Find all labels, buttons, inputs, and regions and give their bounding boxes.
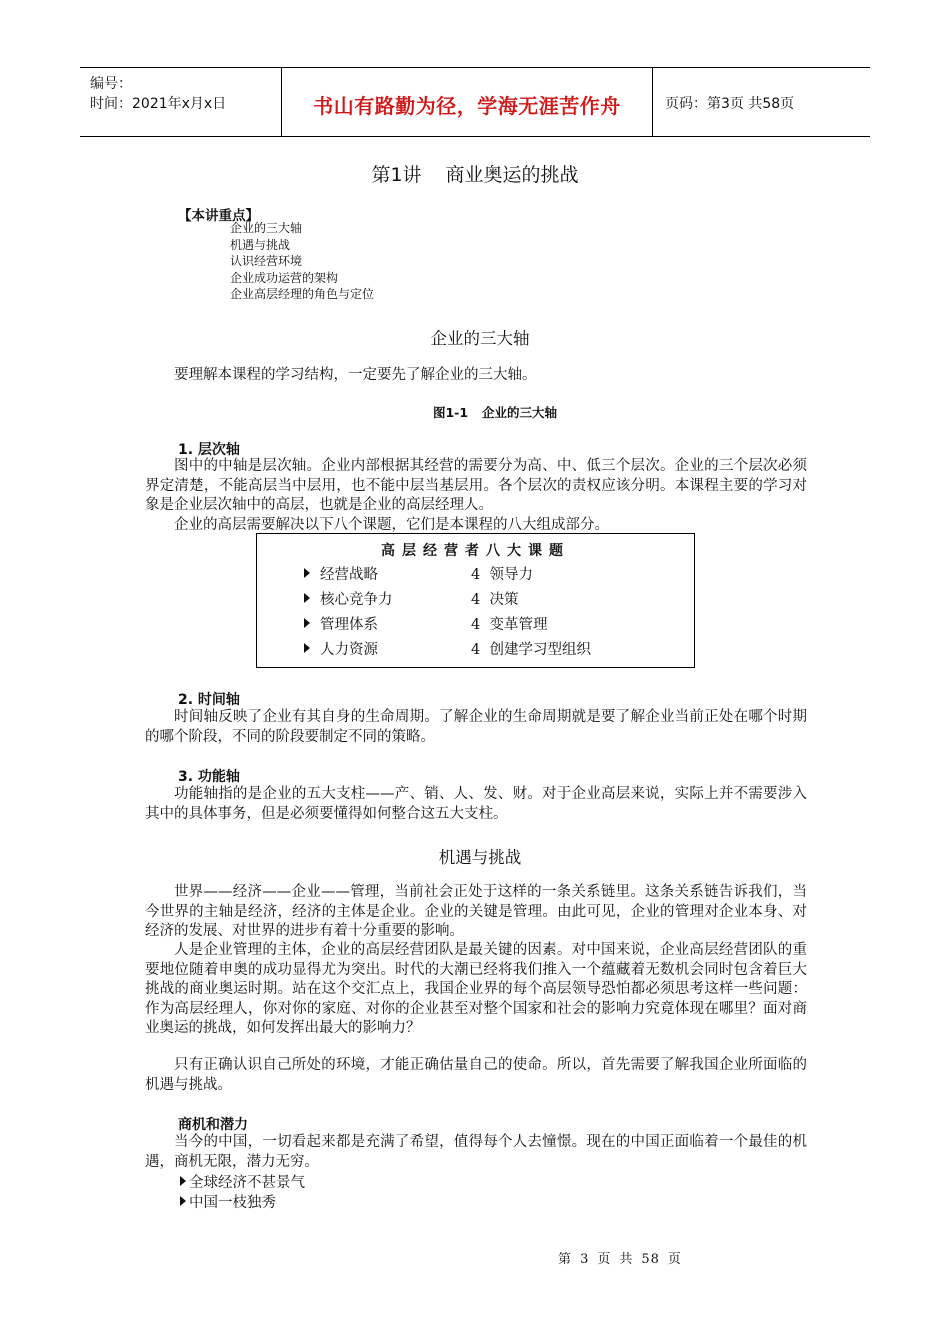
paragraph: 要理解本课程的学习结构，一定要先了解企业的三大轴。 (174, 367, 537, 383)
arrow-bullet-icon (304, 643, 310, 653)
key-points-list (230, 220, 374, 303)
page-header (80, 67, 870, 137)
topic-item: 4 变革管理 (471, 617, 548, 633)
paragraph: 世界——经济——企业——管理，当前社会正处于这样的一条关系链里。这条关系链告诉我们，当今世界的主轴是经济，经济的主体是企业。企业的关键是管理。由此可见，企业的管理对企业本身、对经济的发展、对世界的进步有着十分重要的影响。 (145, 884, 807, 939)
topic-item: 人力资源 (304, 638, 378, 659)
key-point-item: 企业的三大轴 (230, 221, 303, 235)
bullet-item: 全球经济不甚景气 (180, 1171, 305, 1192)
topic-marker: 4 (471, 592, 481, 608)
paragraph: 当今的中国，一切看起来都是充满了希望，值得每个人去憧憬。现在的中国正面临着一个最佳的机遇，商机无限，潜力无穷。 (145, 1134, 807, 1170)
topic-item: 4 创建学习型组织 (471, 642, 591, 658)
topic-marker: 4 (471, 567, 481, 583)
page-footer: 第 3 页 共 58 页 (558, 1252, 682, 1267)
paragraph: 功能轴指的是企业的五大支柱——产、销、人、发、财。对于企业高层来说，实际上并不需要涉入其中的具体事务，但是必须要懂得如何整合这五大支柱。 (145, 786, 807, 822)
paragraph: 企业的高层需要解决以下八个课题，它们是本课程的八大组成部分。 (174, 517, 609, 533)
header-page-info: 页码：第3页 共58页 (665, 96, 795, 112)
paragraph: 只有正确认识自己所处的环境，才能正确估量自己的使命。所以，首先需要了解我国企业所面临的机遇与挑战。 (145, 1057, 807, 1093)
subsection-heading: 商机和潜力 (178, 1117, 248, 1133)
topic-marker: 4 (471, 642, 481, 658)
subsection-heading: 1. 层次轴 (178, 442, 240, 458)
paragraph: 人是企业管理的主体，企业的高层经营团队是最关键的因素。对中国来说，企业高层经营团队的重要地位随着申奥的成功显得尤为突出。时代的大潮已经将我们推入一个蕴藏着无数机会同时包含着巨大挑战的商业奥运时期。站在这个交汇点上，我国企业界的每个高层领导恐怕都必须思考这样一些问题：作为高层经理人，你对你的家庭、对你的企业甚至对整个国家和社会的影响力究竟体现在哪里？面对商业奥运的挑战，如何发挥出最大的影响力？ (145, 942, 807, 1036)
topic-item: 管理体系 (304, 613, 378, 634)
topic-marker: 4 (471, 617, 481, 633)
section-heading: 机遇与挑战 (438, 848, 522, 867)
topic-item: 4 决策 (471, 592, 519, 608)
number-label: 编号： (90, 76, 132, 92)
bullet-item: 中国一枝独秀 (180, 1191, 276, 1212)
lecture-number: 第1讲 (371, 164, 422, 186)
paragraph: 时间轴反映了企业有其自身的生命周期。了解企业的生命周期就是要了解企业当前正处在哪个时期的哪个阶段，不同的阶段要制定不同的策略。 (145, 709, 807, 745)
footer-page-number: 3 (580, 1252, 590, 1267)
key-point-item: 企业成功运营的架构 (230, 270, 339, 285)
paragraph: 图中的中轴是层次轴。企业内部根据其经营的需要分为高、中、低三个层次。企业的三个层次必须界定清楚，不能高层当中层用，也不能中层当基层用。各个层次的责权应该分明。本课程主要的学习对象是企业层次轴中的高层，也就是企业的高层经理人。 (145, 458, 807, 513)
figure-number: 图1-1 (432, 405, 469, 420)
topics-box (256, 533, 695, 668)
topic-item: 核心竞争力 (304, 588, 393, 609)
key-points-heading: 【本讲重点】 (178, 208, 259, 224)
header-meta (90, 74, 226, 114)
figure-caption (0, 403, 950, 421)
key-point-item: 机遇与挑战 (230, 237, 291, 252)
arrow-bullet-icon (304, 593, 310, 603)
topics-box-title: 高层经营者八大课题 (381, 543, 570, 559)
subsection-heading: 2. 时间轴 (178, 692, 240, 708)
lecture-title (0, 160, 950, 187)
topic-item: 4 领导力 (471, 567, 533, 583)
section-heading: 企业的三大轴 (430, 329, 530, 348)
arrow-bullet-icon (180, 1196, 186, 1206)
footer-total-pages: 58 (641, 1252, 660, 1267)
subsection-heading: 3. 功能轴 (178, 769, 240, 785)
lecture-title-text: 商业奥运的挑战 (445, 164, 579, 186)
arrow-bullet-icon (180, 1176, 186, 1186)
time-label: 时间：2021年x月x日 (90, 96, 227, 112)
header-divider (652, 68, 653, 136)
arrow-bullet-icon (304, 618, 310, 628)
figure-title: 企业的三大轴 (482, 405, 558, 420)
key-point-item: 企业高层经理的角色与定位 (230, 287, 375, 301)
header-motto: 书山有路勤为径，学海无涯苦作舟 (313, 94, 621, 118)
topic-item: 经营战略 (304, 563, 378, 584)
arrow-bullet-icon (304, 568, 310, 578)
key-point-item: 认识经营环境 (230, 254, 303, 268)
